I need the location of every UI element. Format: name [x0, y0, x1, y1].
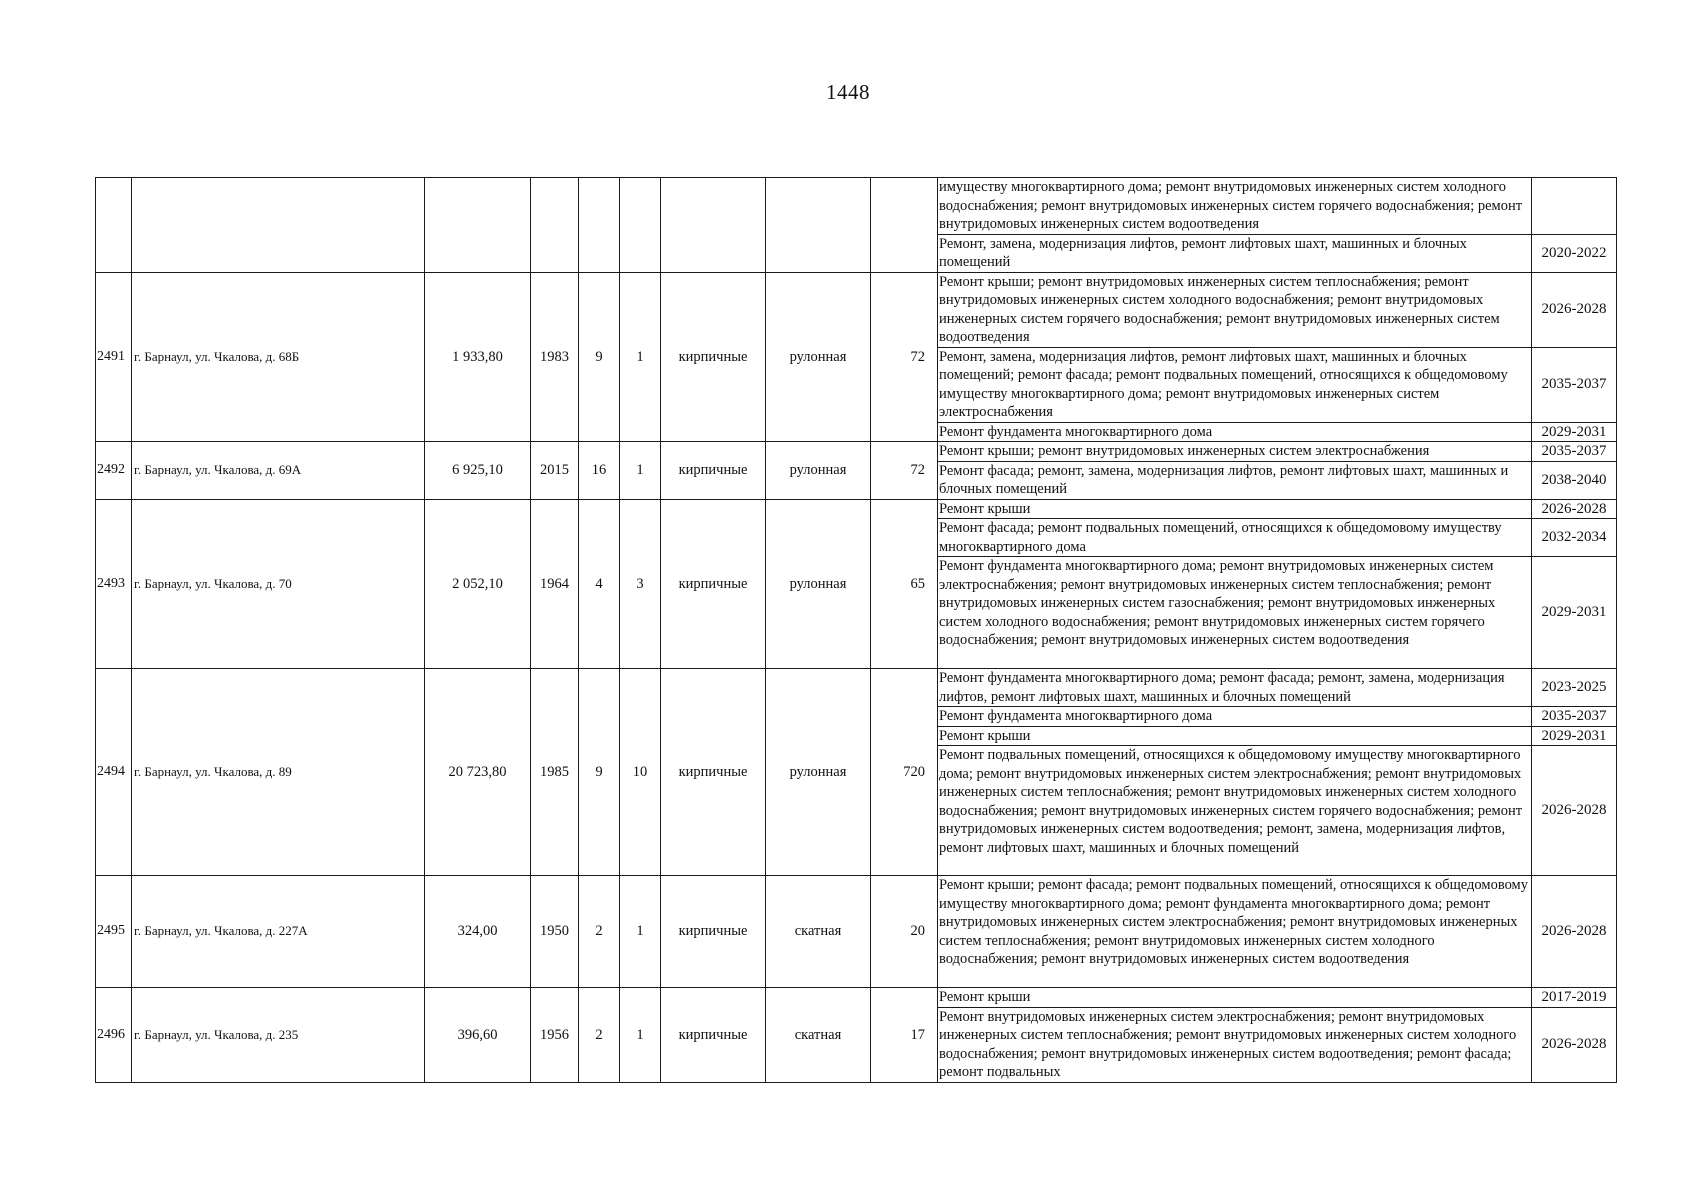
page-number: 1448 [826, 80, 870, 104]
year-cell: 1983 [531, 272, 579, 442]
walls-cell: кирпичные [661, 876, 766, 988]
work-description-cell: Ремонт крыши; ремонт внутридомовых инженерных систем электроснабжения [938, 442, 1532, 462]
row-number-cell: 2495 [96, 876, 132, 988]
floors-cell: 4 [579, 499, 620, 669]
work-description-cell: Ремонт фундамента многоквартирного дома [938, 707, 1532, 727]
repair-schedule-table [95, 177, 1617, 1083]
floors-cell: 9 [579, 272, 620, 442]
entrances-cell: 1 [620, 876, 661, 988]
year-cell: 1956 [531, 988, 579, 1083]
period-cell: 2023-2025 [1532, 669, 1617, 707]
walls-cell: кирпичные [661, 442, 766, 500]
period-cell: 2026-2028 [1532, 272, 1617, 347]
period-cell: 2035-2037 [1532, 707, 1617, 727]
work-description-cell: Ремонт внутридомовых инженерных систем электроснабжения; ремонт внутридомовых инженерных систем теплоснабжения; ремонт внутридомовых инженерных систем холодного водоснабжения; ремонт внутридомовых инженерных систем водоотведения; ремонт фасада; ремонт подвальных [938, 1007, 1532, 1082]
address-cell: г. Барнаул, ул. Чкалова, д. 235 [132, 988, 425, 1083]
area-cell: 1 933,80 [425, 272, 531, 442]
year-cell: 1964 [531, 499, 579, 669]
entrances-cell: 1 [620, 988, 661, 1083]
row-number-cell: 2496 [96, 988, 132, 1083]
residents-cell: 72 [871, 272, 938, 442]
entrances-cell: 1 [620, 272, 661, 442]
roof-cell: рулонная [766, 499, 871, 669]
row-number-cell: 2493 [96, 499, 132, 669]
year-cell: 2015 [531, 442, 579, 500]
floors-cell: 2 [579, 876, 620, 988]
roof-cell: рулонная [766, 272, 871, 442]
period-cell: 2029-2031 [1532, 726, 1617, 746]
address-cell: г. Барнаул, ул. Чкалова, д. 227А [132, 876, 425, 988]
roof-cell: скатная [766, 988, 871, 1083]
work-description-cell: Ремонт фундамента многоквартирного дома [938, 422, 1532, 442]
walls-cell: кирпичные [661, 988, 766, 1083]
period-cell: 2038-2040 [1532, 461, 1617, 499]
entrances-cell: 10 [620, 669, 661, 876]
entrances-cell: 3 [620, 499, 661, 669]
residents-cell [871, 178, 938, 273]
area-cell: 6 925,10 [425, 442, 531, 500]
roof-cell: рулонная [766, 442, 871, 500]
floors-cell [579, 178, 620, 273]
area-cell [425, 178, 531, 273]
area-cell: 396,60 [425, 988, 531, 1083]
period-cell: 2017-2019 [1532, 988, 1617, 1008]
floors-cell: 9 [579, 669, 620, 876]
work-description-cell: имуществу многоквартирного дома; ремонт внутридомовых инженерных систем холодного водоснабжения; ремонт внутридомовых инженерных систем горячего водоснабжения; ремонт внутридомовых инженерных систем водоотведения [938, 178, 1532, 235]
address-cell: г. Барнаул, ул. Чкалова, д. 70 [132, 499, 425, 669]
work-description-cell: Ремонт, замена, модернизация лифтов, ремонт лифтовых шахт, машинных и блочных помещений [938, 234, 1532, 272]
period-cell: 2035-2037 [1532, 442, 1617, 462]
work-description-cell: Ремонт крыши [938, 726, 1532, 746]
year-cell: 1985 [531, 669, 579, 876]
period-cell: 2026-2028 [1532, 876, 1617, 988]
table-row [96, 272, 1617, 347]
work-description-cell: Ремонт фундамента многоквартирного дома; ремонт фасада; ремонт, замена, модернизация лифтов, ремонт лифтовых шахт, машинных и блочных помещений [938, 669, 1532, 707]
area-cell: 20 723,80 [425, 669, 531, 876]
roof-cell: скатная [766, 876, 871, 988]
period-cell [1532, 178, 1617, 235]
residents-cell: 72 [871, 442, 938, 500]
address-cell [132, 178, 425, 273]
table-row [96, 669, 1617, 707]
work-description-cell: Ремонт, замена, модернизация лифтов, ремонт лифтовых шахт, машинных и блочных помещений; ремонт фасада; ремонт подвальных помещений, относящихся к общедомовому имуществу многоквартирного дома; ремонт внутридомовых инженерных систем электроснабжения [938, 347, 1532, 422]
floors-cell: 2 [579, 988, 620, 1083]
row-number-cell: 2494 [96, 669, 132, 876]
row-number-cell [96, 178, 132, 273]
table-row [96, 499, 1617, 519]
table-row [96, 442, 1617, 462]
residents-cell: 17 [871, 988, 938, 1083]
floors-cell: 16 [579, 442, 620, 500]
entrances-cell: 1 [620, 442, 661, 500]
roof-cell: рулонная [766, 669, 871, 876]
walls-cell [661, 178, 766, 273]
table-row [96, 178, 1617, 235]
entrances-cell [620, 178, 661, 273]
row-number-cell: 2492 [96, 442, 132, 500]
work-description-cell: Ремонт крыши [938, 499, 1532, 519]
residents-cell: 20 [871, 876, 938, 988]
period-cell: 2026-2028 [1532, 746, 1617, 876]
address-cell: г. Барнаул, ул. Чкалова, д. 68Б [132, 272, 425, 442]
period-cell: 2035-2037 [1532, 347, 1617, 422]
walls-cell: кирпичные [661, 272, 766, 442]
roof-cell [766, 178, 871, 273]
residents-cell: 720 [871, 669, 938, 876]
area-cell: 324,00 [425, 876, 531, 988]
period-cell: 2032-2034 [1532, 519, 1617, 557]
period-cell: 2026-2028 [1532, 1007, 1617, 1082]
walls-cell: кирпичные [661, 499, 766, 669]
table-row [96, 988, 1617, 1008]
period-cell: 2029-2031 [1532, 557, 1617, 669]
row-number-cell: 2491 [96, 272, 132, 442]
table-row [96, 876, 1617, 988]
period-cell: 2020-2022 [1532, 234, 1617, 272]
area-cell: 2 052,10 [425, 499, 531, 669]
year-cell [531, 178, 579, 273]
residents-cell: 65 [871, 499, 938, 669]
walls-cell: кирпичные [661, 669, 766, 876]
year-cell: 1950 [531, 876, 579, 988]
work-description-cell: Ремонт крыши; ремонт фасада; ремонт подвальных помещений, относящихся к общедомовому имуществу многоквартирного дома; ремонт фундамента многоквартирного дома; ремонт внутридомовых инженерных систем электроснабжения; ремонт внутридомовых инженерных систем теплоснабжения; ремонт внутридомовых инженерных систем холодного водоснабжения; ремонт внутридомовых инженерных систем водоотведения [938, 876, 1532, 988]
work-description-cell: Ремонт крыши [938, 988, 1532, 1008]
work-description-cell: Ремонт фасада; ремонт, замена, модернизация лифтов, ремонт лифтовых шахт, машинных и блочных помещений [938, 461, 1532, 499]
address-cell: г. Барнаул, ул. Чкалова, д. 69А [132, 442, 425, 500]
work-description-cell: Ремонт подвальных помещений, относящихся к общедомовому имуществу многоквартирного дома; ремонт внутридомовых инженерных систем электроснабжения; ремонт внутридомовых инженерных систем теплоснабжения; ремонт внутридомовых инженерных систем холодного водоснабжения; ремонт внутридомовых инженерных систем горячего водоснабжения; ремонт внутридомовых инженерных систем водоотведения; ремонт, замена, модернизация лифтов, ремонт лифтовых шахт, машинных и блочных помещений [938, 746, 1532, 876]
address-cell: г. Барнаул, ул. Чкалова, д. 89 [132, 669, 425, 876]
work-description-cell: Ремонт фасада; ремонт подвальных помещений, относящихся к общедомовому имуществу многоквартирного дома [938, 519, 1532, 557]
work-description-cell: Ремонт крыши; ремонт внутридомовых инженерных систем теплоснабжения; ремонт внутридомовых инженерных систем холодного водоснабжения; ремонт внутридомовых инженерных систем горячего водоснабжения; ремонт внутридомовых инженерных систем водоотведения [938, 272, 1532, 347]
period-cell: 2026-2028 [1532, 499, 1617, 519]
period-cell: 2029-2031 [1532, 422, 1617, 442]
work-description-cell: Ремонт фундамента многоквартирного дома; ремонт внутридомовых инженерных систем электроснабжения; ремонт внутридомовых инженерных систем теплоснабжения; ремонт внутридомовых инженерных систем газоснабжения; ремонт внутридомовых инженерных систем холодного водоснабжения; ремонт внутридомовых инженерных систем горячего водоснабжения; ремонт внутридомовых инженерных систем водоотведения [938, 557, 1532, 669]
